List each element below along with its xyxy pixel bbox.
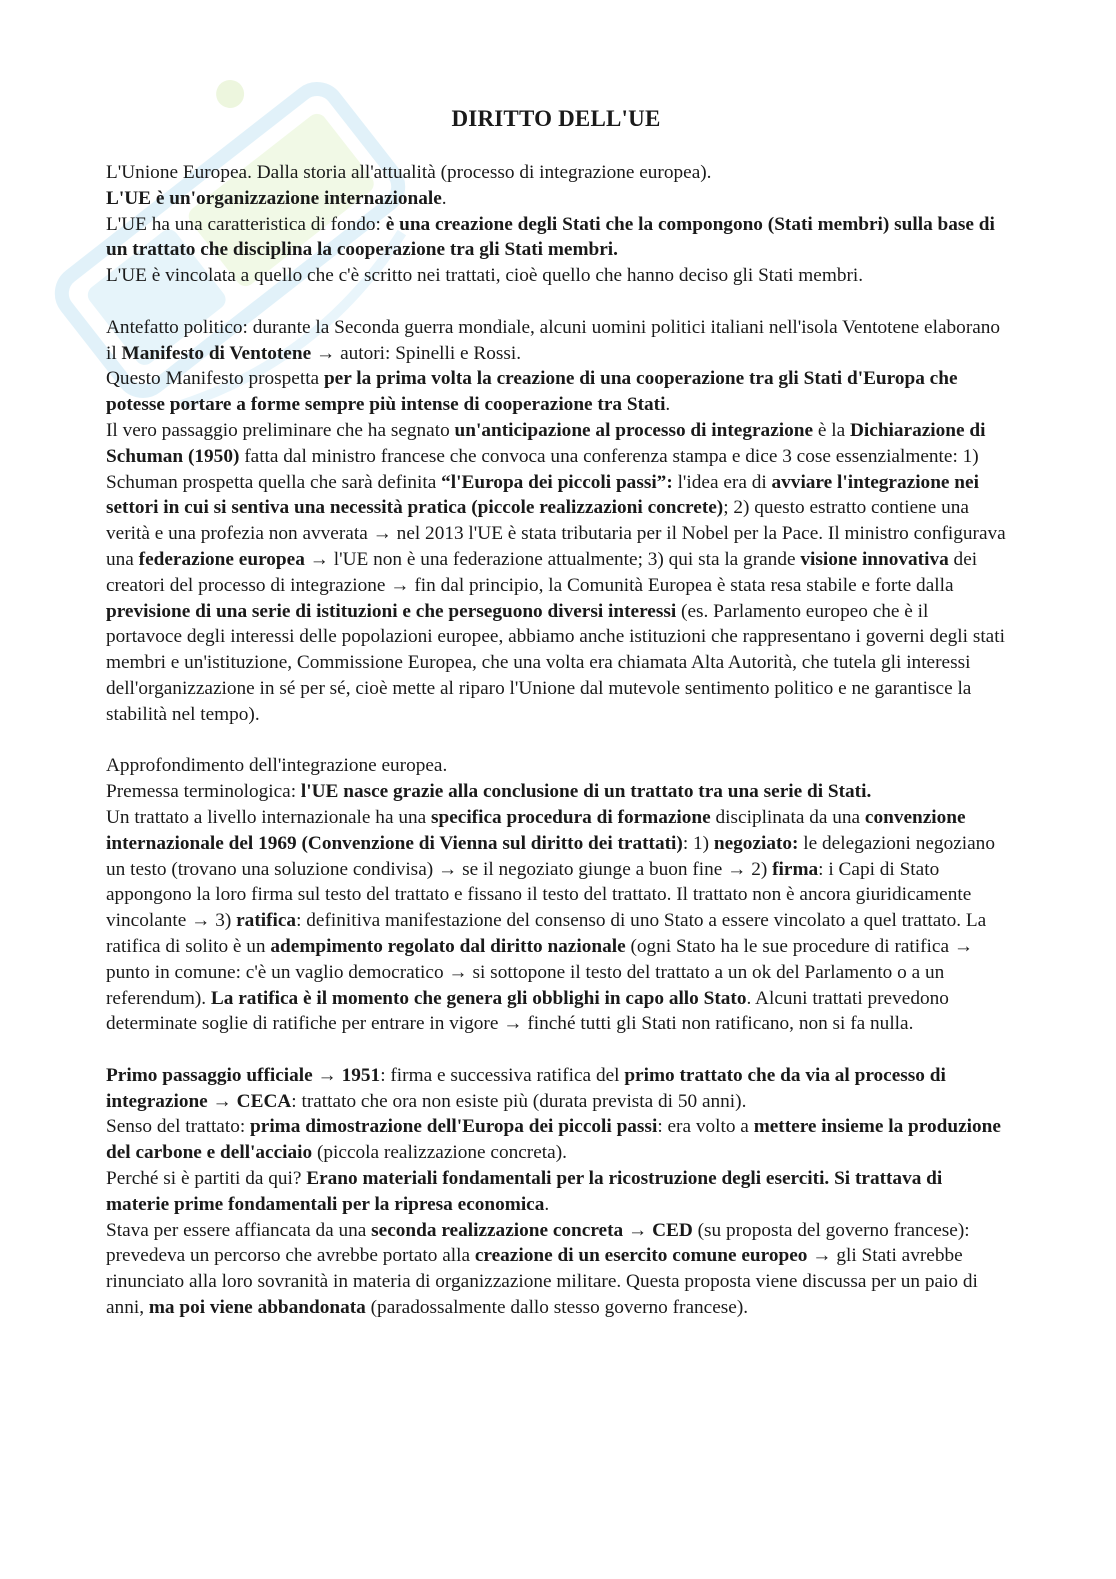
paragraph	[106, 1114, 1006, 1166]
text-run: dei creatori del processo di integrazione → fin dal principio, la Comunità Europea è stata resa stabile e forte dalla	[106, 548, 978, 596]
text-run: disciplinata da una	[710, 806, 865, 828]
bold-text: l'UE nasce grazie alla conclusione di un trattato tra una serie di Stati.	[300, 781, 872, 803]
bold-text: per la prima volta la creazione di una cooperazione tra gli Stati d'Europa che potesse portare a forme sempre più intense di cooperazione tra Stati	[106, 368, 958, 416]
text-run: : 1)	[682, 832, 714, 854]
bold-text: “l'Europa dei piccoli passi”:	[441, 471, 673, 493]
paragraph-gap	[106, 289, 1006, 315]
paragraph	[106, 779, 1006, 805]
text-run: Il vero passaggio preliminare che ha segnato	[106, 419, 455, 441]
bold-text: convenzione internazionale del 1969 (Convenzione di Vienna sul diritto dei trattati)	[106, 806, 966, 854]
text-run: le delegazioni negoziano un testo (trovano una soluzione condivisa) → se il negoziato giunge a buon fine → 2)	[106, 832, 995, 880]
text-run: : firma e successiva ratifica del	[380, 1064, 625, 1086]
text-run: : trattato che ora non esiste più (durata prevista di 50 anni).	[291, 1090, 747, 1112]
bold-text: primo trattato che da via al processo di integrazione → CECA	[106, 1064, 946, 1112]
text-run: .	[665, 394, 671, 416]
paragraph-gap	[106, 728, 1006, 754]
bold-text: federazione europea	[138, 548, 305, 570]
text-run: L'UE ha una caratteristica di fondo:	[106, 213, 386, 235]
paragraph-gap	[106, 1037, 1006, 1063]
paragraph	[106, 160, 1006, 186]
bold-text: prima dimostrazione dell'Europa dei piccoli passi	[250, 1116, 658, 1138]
text-run: Stava per essere affiancata da una	[106, 1219, 372, 1241]
text-run: Senso del trattato:	[106, 1116, 251, 1138]
paragraph	[106, 1063, 1006, 1115]
body-text	[106, 160, 1006, 1321]
text-run: Premessa terminologica:	[106, 781, 301, 803]
bold-text: Manifesto di Ventotene	[121, 342, 312, 364]
text-run: L'UE è vincolata a quello che c'è scritto nei trattati, cioè quello che hanno deciso gli Stati membri.	[106, 265, 864, 287]
text-run: è la	[813, 419, 850, 441]
text-run: (piccola realizzazione concreta).	[312, 1142, 567, 1164]
bold-text: specifica procedura di formazione	[430, 806, 711, 828]
paragraph	[106, 263, 1006, 289]
text-run: Approfondimento dell'integrazione europea.	[106, 755, 448, 777]
bold-text: firma	[772, 858, 819, 880]
bold-text: creazione di un esercito comune europeo	[474, 1245, 808, 1267]
text-run: .	[544, 1193, 550, 1215]
paragraph	[106, 753, 1006, 779]
bold-text: Erano materiali fondamentali per la ricostruzione degli eserciti. Si trattava di materie prime fondamentali per la ripresa economica	[106, 1168, 943, 1215]
text-run: (su proposta del governo francese): prevedeva un percorso che avrebbe portato alla	[106, 1219, 970, 1267]
bold-text: L'UE è un'organizzazione internazionale	[106, 187, 442, 209]
paragraph	[106, 315, 1006, 367]
bold-text: ratifica	[236, 910, 297, 932]
bold-text: seconda realizzazione concreta → CED	[371, 1219, 693, 1241]
paragraph	[106, 418, 1006, 728]
text-run: (paradossalmente dallo stesso governo francese).	[365, 1297, 749, 1319]
bold-text: Primo passaggio ufficiale → 1951	[106, 1064, 381, 1086]
page-title: DIRITTO DELL'UE	[451, 106, 661, 131]
paragraph	[106, 186, 1006, 212]
paragraph	[106, 1218, 1006, 1321]
text-run: L'Unione Europea. Dalla storia all'attualità (processo di integrazione europea).	[106, 162, 712, 183]
document-page	[106, 104, 1006, 1321]
bold-text: mettere insieme la produzione del carbone e dell'acciaio	[106, 1116, 1001, 1164]
bold-text: previsione di una serie di istituzioni e che perseguono diversi interessi	[106, 600, 677, 622]
text-run: : era volto a	[657, 1116, 754, 1138]
text-run: Un trattato a livello internazionale ha una	[106, 806, 431, 828]
text-run: → gli Stati avrebbe rinunciato alla loro sovranità in materia di organizzazione militare. Questa proposta viene discussa per un paio di anni,	[106, 1245, 978, 1319]
paragraph	[106, 805, 1006, 1037]
text-run: Perché si è partiti da qui?	[106, 1168, 307, 1190]
bold-text: è una creazione degli Stati che la compongono (Stati membri) sulla base di un trattato che disciplina la cooperazione tra gli Stati membri.	[106, 213, 995, 261]
bold-text: La ratifica è il momento che genera gli obblighi in capo allo Stato	[210, 987, 747, 1009]
bold-text: avviare l'integrazione nei settori in cui si sentiva una necessità pratica (piccole realizzazioni concrete)	[106, 471, 979, 519]
bold-text: negoziato:	[713, 832, 799, 854]
text-run: fatta dal ministro francese che convoca una conferenza stampa e dice 3 cose essenzialmente: 1) Schuman prospetta quella che sarà definita	[106, 445, 979, 493]
paragraph	[106, 366, 1006, 418]
text-run: . Alcuni trattati prevedono determinate soglie di ratifiche per entrare in vigore → finché tutti gli Stati non ratificano, non si fa nulla.	[106, 987, 949, 1035]
bold-text: visione innovativa	[800, 548, 949, 570]
text-run: → autori: Spinelli e Rossi.	[311, 342, 522, 364]
text-run: ; 2) questo estratto contiene una verità e una profezia non avverata → nel 2013 l'UE è stata tributaria per il Nobel per la Pace. Il ministro configurava una	[106, 497, 1006, 570]
text-run: (es. Parlamento europeo che è il portavoce degli interessi delle popolazioni europee, abbiamo anche istituzioni che rappresentano i governi degli stati membri e un'istituzione, Commissione Europea, che una volta era chiamata Alta Autorità, che tutela gli interessi dell'organizzazione in sé per sé, cioè mette al riparo l'Unione dal mutevole sentimento politico e ne garantisce la stabilità nel tempo).	[106, 600, 1005, 725]
bold-text: ma poi viene abbandonata	[148, 1297, 366, 1319]
text-run: Antefatto politico: durante la Seconda guerra mondiale, alcuni uomini politici italiani nell'isola Ventotene elaborano il	[106, 316, 1001, 364]
bold-text: un'anticipazione al processo di integrazione	[454, 419, 814, 441]
text-run: : i Capi di Stato appongono la loro firma sul testo del trattato e fissano il testo del trattato. Il trattato non è ancora giuridicamente vincolante → 3)	[106, 858, 972, 932]
text-run: : definitiva manifestazione del consenso di uno Stato a essere vincolato a quel trattato. La ratifica di solito è un	[106, 910, 987, 957]
text-run: .	[441, 187, 447, 209]
text-run: → l'UE non è una federazione attualmente; 3) qui sta la grande	[304, 548, 801, 570]
paragraph	[106, 1166, 1006, 1218]
text-run: l'idea era di	[672, 471, 772, 493]
bold-text: adempimento regolato dal diritto nazionale	[270, 935, 626, 957]
text-run: Questo Manifesto prospetta	[106, 368, 324, 390]
text-run: (ogni Stato ha le sue procedure di ratifica → punto in comune: c'è un vaglio democratico → si sottopone il testo del trattato a un ok del Parlamento o a un referendum).	[106, 935, 974, 1009]
paragraph	[106, 212, 1006, 264]
bold-text: Dichiarazione di Schuman (1950)	[106, 419, 986, 467]
